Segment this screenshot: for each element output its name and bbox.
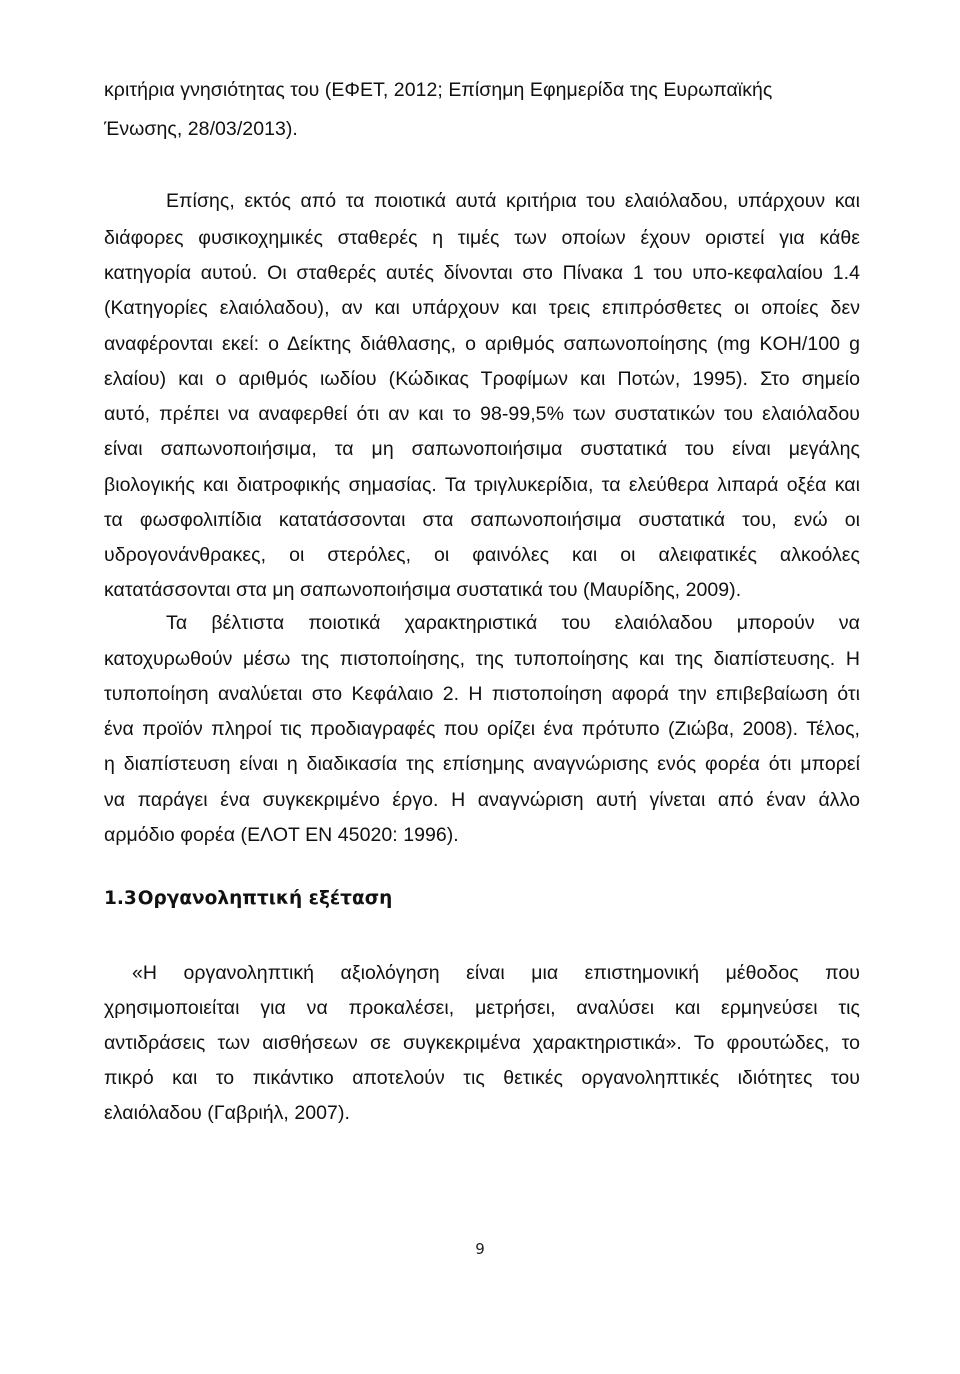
text-line: κατατάσσονται στα μη σαπωνοποιήσιμα συστατικά του (Μαυρίδης, 2009). <box>104 579 742 601</box>
section-title: Οργανοληπτική εξέταση <box>137 888 393 909</box>
text-line: ελαίου) και ο αριθμός ιωδίου (Κώδικας Τροφίμων και Ποτών, 1995). Στο σημείο <box>104 368 860 390</box>
text-line: αυτό, πρέπει να αναφερθεί ότι αν και το 98-99,5% των συστατικών του ελαιόλαδου <box>104 403 860 425</box>
text-line: η διαπίστευση είναι η διαδικασία της επίσημης αναγνώρισης ενός φορέα ότι μπορεί <box>104 753 860 775</box>
text-line: Τα βέλτιστα ποιοτικά χαρακτηριστικά του ελαιόλαδου μπορούν να <box>166 612 860 634</box>
text-line: τυποποίηση αναλύεται στο Κεφάλαιο 2. Η πιστοποίηση αφορά την επιβεβαίωση ότι <box>104 683 860 705</box>
text-line: «Η οργανοληπτική αξιολόγηση είναι μια επιστημονική μέθοδος που <box>132 962 860 984</box>
text-line: διάφορες φυσικοχημικές σταθερές η τιμές των οποίων έχουν οριστεί για κάθε <box>104 227 860 249</box>
page-number: 9 <box>475 1240 485 1258</box>
text-line: είναι σαπωνοποιήσιμα, τα μη σαπωνοποιήσιμα συστατικά του είναι μεγάλης <box>104 438 860 460</box>
text-line: να παράγει ένα συγκεκριμένο έργο. Η αναγνώριση αυτή γίνεται από έναν άλλο <box>104 789 860 811</box>
text-line: κριτήρια γνησιότητας του (ΕΦΕΤ, 2012; Επίσημη Εφημερίδα της Ευρωπαϊκής <box>104 79 773 101</box>
section-heading <box>104 886 392 912</box>
text-line: Επίσης, εκτός από τα ποιοτικά αυτά κριτήρια του ελαιόλαδου, υπάρχουν και <box>166 190 860 212</box>
text-line: κατηγορία αυτού. Οι σταθερές αυτές δίνονται στο Πίνακα 1 του υπο-κεφαλαίου 1.4 <box>104 262 860 284</box>
text-line: (Κατηγορίες ελαιόλαδου), αν και υπάρχουν και τρεις επιπρόσθετες οι οποίες δεν <box>104 297 860 319</box>
text-line: ένα προϊόν πληροί τις προδιαγραφές που ορίζει ένα πρότυπο (Ζιώβα, 2008). Τέλος, <box>104 718 860 740</box>
text-line: υδρογονάνθρακες, οι στερόλες, οι φαινόλες και οι αλειφατικές αλκοόλες <box>104 544 860 566</box>
section-number: 1.3 <box>104 888 137 909</box>
text-line: αναφέρονται εκεί: ο Δείκτης διάθλασης, ο αριθμός σαπωνοποίησης (mg KOH/100 g <box>104 333 860 355</box>
text-line: βιολογικής και διατροφικής σημασίας. Τα τριγλυκερίδια, τα ελεύθερα λιπαρά οξέα και <box>104 474 860 496</box>
text-line: αντιδράσεις των αισθήσεων σε συγκεκριμένα χαρακτηριστικά». Το φρουτώδες, το <box>104 1032 860 1054</box>
text-line: πικρό και το πικάντικο αποτελούν τις θετικές οργανοληπτικές ιδιότητες του <box>104 1067 860 1089</box>
text-line: αρμόδιο φορέα (ΕΛΟΤ ΕΝ 45020: 1996). <box>104 824 459 846</box>
text-line: Ένωσης, 28/03/2013). <box>104 118 298 140</box>
text-line: ελαιόλαδου (Γαβριήλ, 2007). <box>104 1102 350 1124</box>
text-line: χρησιμοποιείται για να προκαλέσει, μετρήσει, αναλύσει και ερμηνεύσει τις <box>104 997 860 1019</box>
text-line: τα φωσφολιπίδια κατατάσσονται στα σαπωνοποιήσιμα συστατικά του, ενώ οι <box>104 509 860 531</box>
text-line: κατοχυρωθούν μέσω της πιστοποίησης, της τυποποίησης και της διαπίστευσης. Η <box>104 648 860 670</box>
